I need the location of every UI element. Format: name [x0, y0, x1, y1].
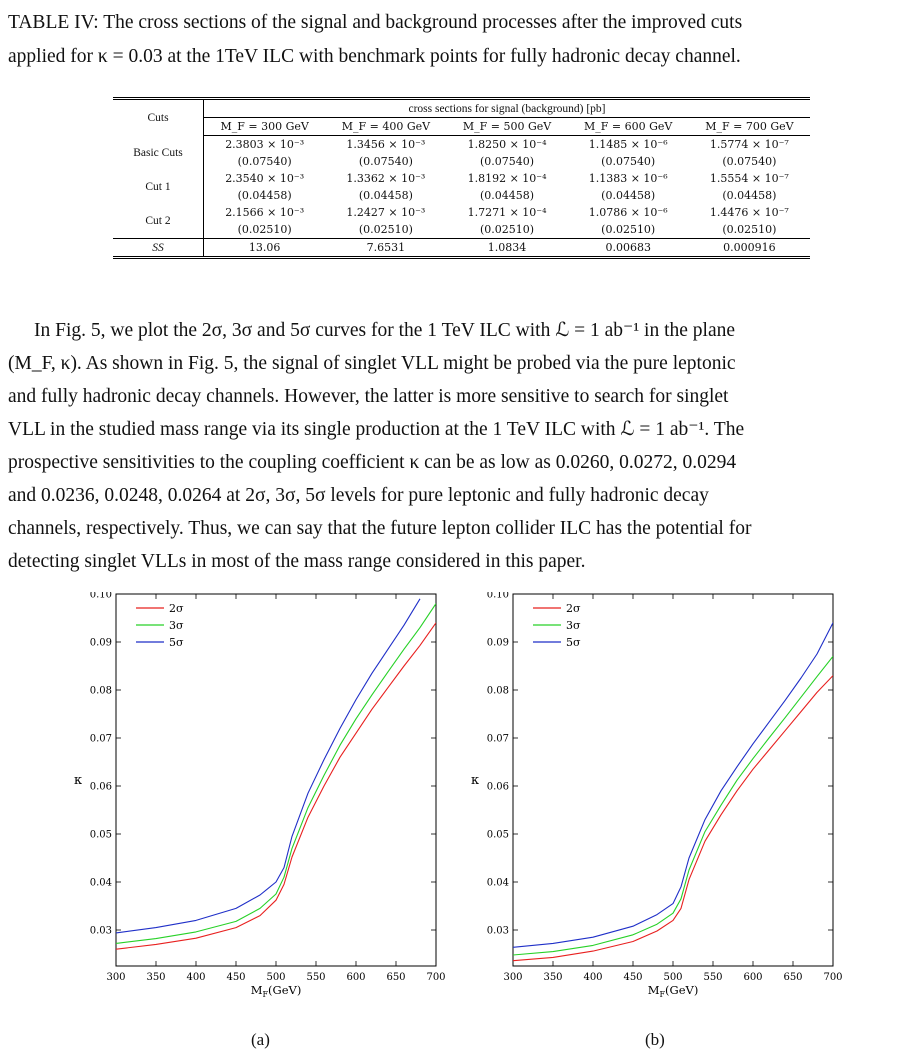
background-cell: (0.04458) [722, 189, 777, 202]
y-tick-label: 0.04 [486, 877, 509, 889]
background-cell: (0.02510) [722, 223, 777, 236]
paragraph-line: and 0.0236, 0.0248, 0.0264 at 2σ, 3σ, 5σ levels for pure leptonic and fully hadronic decay [8, 485, 709, 506]
y-tick-label: 0.04 [89, 877, 112, 889]
signal-cell: 1.8192 × 10⁻⁴ [467, 172, 547, 185]
table-row [113, 170, 810, 187]
x-tick-label: 450 [226, 972, 246, 983]
y-axis-label: κ [470, 773, 480, 788]
signal-cell: 1.3456 × 10⁻³ [346, 138, 426, 151]
series-line [116, 604, 436, 944]
y-tick-label: 0.06 [89, 781, 112, 793]
x-tick-label: 550 [703, 972, 723, 983]
legend-label: 2σ [566, 602, 581, 615]
mass-header: M_F = 500 GeV [446, 118, 567, 136]
background-cell: (0.07540) [237, 155, 292, 168]
ss-cell: 13.06 [204, 239, 326, 258]
panel-label-b: (b) [645, 1030, 665, 1049]
series-line [116, 599, 420, 933]
background-cell: (0.04458) [358, 189, 413, 202]
mass-header: M_F = 400 GeV [325, 118, 446, 136]
signal-cell: 1.4476 × 10⁻⁷ [709, 206, 789, 219]
mass-header: M_F = 600 GeV [568, 118, 689, 136]
caption-line: TABLE IV: The cross sections of the signal and background processes after the improved cuts [8, 12, 743, 33]
x-tick-label: 400 [186, 972, 206, 983]
x-tick-label: 650 [783, 972, 803, 983]
y-tick-label: 0.09 [89, 637, 112, 649]
y-tick-label: 0.05 [486, 829, 509, 841]
row-label: Cut 1 [113, 170, 204, 204]
x-tick-label: 450 [623, 972, 643, 983]
table-row [113, 153, 810, 170]
table-caption [8, 6, 912, 74]
y-tick-label: 0.08 [486, 685, 509, 697]
x-tick-label: 700 [426, 972, 446, 983]
signal-cell: 1.5774 × 10⁻⁷ [709, 138, 789, 151]
x-tick-label: 600 [346, 972, 366, 983]
signal-cell: 2.3540 × 10⁻³ [225, 172, 305, 185]
table-row [113, 187, 810, 204]
legend-label: 3σ [169, 619, 184, 632]
sensitivity-chart-b [455, 592, 850, 1012]
cross-section-table [113, 97, 810, 259]
signal-cell: 1.1485 × 10⁻⁶ [588, 138, 668, 151]
row-label: Cut 2 [113, 204, 204, 239]
ss-label-text: SS [152, 241, 164, 254]
y-tick-label: 0.10 [486, 592, 509, 601]
x-tick-label: 300 [503, 972, 523, 983]
ss-cell: 1.0834 [446, 239, 567, 258]
table-group-header: cross sections for signal (background) [pb] [204, 99, 811, 118]
signal-cell: 1.8250 × 10⁻⁴ [467, 138, 547, 151]
background-cell: (0.04458) [601, 189, 656, 202]
background-cell: (0.07540) [601, 155, 656, 168]
y-axis-label: κ [73, 773, 83, 788]
ss-label [113, 239, 204, 258]
x-tick-label: 350 [543, 972, 563, 983]
background-cell: (0.02510) [601, 223, 656, 236]
table-corner-cell: Cuts [113, 99, 204, 136]
background-cell: (0.07540) [358, 155, 413, 168]
signal-cell: 2.1566 × 10⁻³ [225, 206, 305, 219]
background-cell: (0.02510) [358, 223, 413, 236]
signal-cell: 1.7271 × 10⁻⁴ [467, 206, 547, 219]
legend-label: 3σ [566, 619, 581, 632]
plot-frame [513, 594, 833, 966]
x-tick-label: 500 [663, 972, 683, 983]
sensitivity-chart-a [58, 592, 453, 1012]
legend-label: 2σ [169, 602, 184, 615]
paragraph-line: VLL in the studied mass range via its single production at the 1 TeV ILC with ℒ = 1 ab⁻¹. The [8, 419, 745, 440]
body-paragraph [8, 314, 912, 578]
y-tick-label: 0.06 [486, 781, 509, 793]
mass-header: M_F = 700 GeV [689, 118, 810, 136]
table-row [113, 204, 810, 221]
table-row [113, 136, 810, 154]
x-tick-label: 400 [583, 972, 603, 983]
ss-row [113, 239, 810, 258]
paragraph-line: detecting singlet VLLs in most of the mass range considered in this paper. [8, 551, 586, 572]
row-label: Basic Cuts [113, 136, 204, 171]
ss-cell: 7.6531 [325, 239, 446, 258]
y-tick-label: 0.03 [89, 925, 112, 937]
paragraph-line: (M_F, κ). As shown in Fig. 5, the signal of singlet VLL might be probed via the pure leptonic [8, 353, 736, 374]
figure-panel-b [455, 592, 850, 1017]
paragraph-line: channels, respectively. Thus, we can say that the future lepton collider ILC has the potential for [8, 518, 752, 539]
signal-cell: 1.5554 × 10⁻⁷ [709, 172, 789, 185]
paragraph-line: prospective sensitivities to the coupling coefficient κ can be as low as 0.0260, 0.0272, 0.0294 [8, 452, 737, 473]
signal-cell: 1.3362 × 10⁻³ [346, 172, 426, 185]
x-axis-label: $M_F(GeV)$ [250, 983, 302, 999]
y-tick-label: 0.05 [89, 829, 112, 841]
mass-header: M_F = 300 GeV [204, 118, 326, 136]
signal-cell: 2.3803 × 10⁻³ [225, 138, 305, 151]
x-tick-label: 550 [306, 972, 326, 983]
y-tick-label: 0.09 [486, 637, 509, 649]
background-cell: (0.04458) [480, 189, 535, 202]
paragraph-line: and fully hadronic decay channels. However, the latter is more sensitive to search for singlet [8, 386, 729, 407]
x-tick-label: 500 [266, 972, 286, 983]
table-row [113, 221, 810, 239]
background-cell: (0.04458) [237, 189, 292, 202]
x-tick-label: 700 [823, 972, 843, 983]
y-tick-label: 0.07 [486, 733, 509, 745]
ss-cell: 0.000916 [689, 239, 810, 258]
x-tick-label: 350 [146, 972, 166, 983]
y-tick-label: 0.07 [89, 733, 112, 745]
caption-line: applied for κ = 0.03 at the 1TeV ILC with benchmark points for fully hadronic decay channel. [8, 46, 741, 67]
y-tick-label: 0.03 [486, 925, 509, 937]
signal-cell: 1.2427 × 10⁻³ [346, 206, 426, 219]
x-tick-label: 300 [106, 972, 126, 983]
legend-label: 5σ [169, 636, 184, 649]
background-cell: (0.02510) [237, 223, 292, 236]
paragraph-line: In Fig. 5, we plot the 2σ, 3σ and 5σ curves for the 1 TeV ILC with ℒ = 1 ab⁻¹ in the plane [34, 320, 736, 341]
x-tick-label: 650 [386, 972, 406, 983]
signal-cell: 1.0786 × 10⁻⁶ [588, 206, 668, 219]
background-cell: (0.07540) [480, 155, 535, 168]
x-axis-label: $M_F(GeV)$ [647, 983, 699, 999]
y-tick-label: 0.08 [89, 685, 112, 697]
ss-cell: 0.00683 [568, 239, 689, 258]
y-tick-label: 0.10 [89, 592, 112, 601]
series-line [513, 623, 833, 948]
panel-label-a: (a) [251, 1030, 270, 1049]
signal-cell: 1.1383 × 10⁻⁶ [588, 172, 668, 185]
background-cell: (0.07540) [722, 155, 777, 168]
x-tick-label: 600 [743, 972, 763, 983]
background-cell: (0.02510) [480, 223, 535, 236]
legend-label: 5σ [566, 636, 581, 649]
figure-panel-a [58, 592, 453, 1017]
